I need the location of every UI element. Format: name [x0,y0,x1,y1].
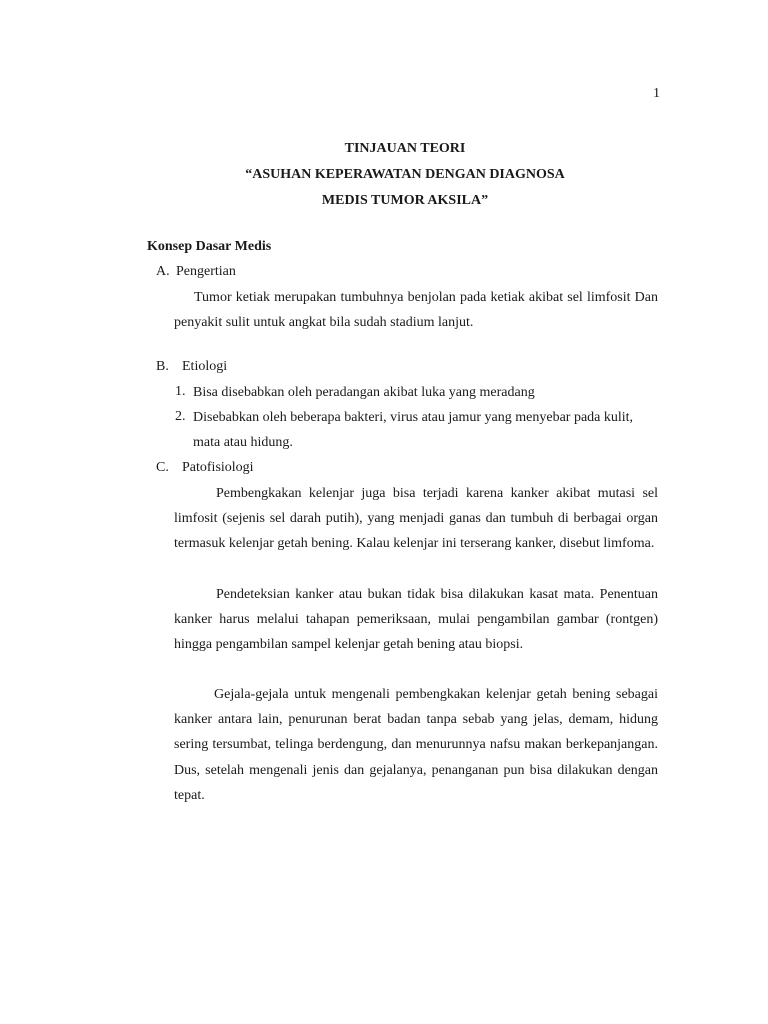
page-number: 1 [653,86,660,101]
subsection-a-heading: Pengertian [176,264,236,279]
subsection-b-heading: Etiologi [182,359,228,374]
section-heading: Konsep Dasar Medis [147,239,272,254]
etiologi-item-2-text: Disebabkan oleh beberapa bakteri, virus atau jamur yang menyebar pada kulit, mata atau hidung. [193,410,634,451]
subsection-c-heading: Patofisiologi [182,460,254,475]
patofisiologi-paragraph-2: Pendeteksian kanker atau bukan tidak bisa dilakukan kasat mata. Penentuan kanker harus melalui tahapan pemeriksaan, mulai pengambilan gambar (rontgen) hingga pengambilan sampel kelenjar getah bening atau biopsi. [174,587,658,653]
document-title [140,136,670,214]
etiologi-item-1-text: Bisa disebabkan oleh peradangan akibat luka yang meradang [193,385,535,400]
subsection-c-marker: C. [156,460,169,475]
patofisiologi-paragraph-3: Gejala-gejala untuk mengenali pembengkakan kelenjar getah bening sebagai kanker antara lain, penurunan berat badan tanpa sebab yang jelas, demam, hidung sering tersumbat, telinga berdengung, dan menurunnya nafsu makan berkepanjangan. Dus, setelah mengenali jenis dan gejalanya, penanganan pun bisa dilakukan dengan tepat. [174,687,658,803]
title-line-1: TINJAUAN TEORI [344,141,466,156]
title-line-2: “ASUHAN KEPERAWATAN DENGAN DIAGNOSA [245,167,565,182]
pengertian-paragraph: Tumor ketiak merupakan tumbuhnya benjolan pada ketiak akibat sel limfosit Dan penyakit sulit untuk angkat bila sudah stadium lanjut. [174,290,658,331]
etiologi-item-1-number: 1. [175,384,186,399]
patofisiologi-paragraph-1: Pembengkakan kelenjar juga bisa terjadi karena kanker akibat mutasi sel limfosit (sejenis sel darah putih), yang menjadi ganas dan tumbuh di berbagai organ termasuk kelenjar getah bening. Kalau kelenjar ini terserang kanker, disebut limfoma. [174,486,658,552]
subsection-a-marker: A. [156,264,170,279]
title-line-3: MEDIS TUMOR AKSILA” [321,193,489,208]
etiologi-item-2-number: 2. [175,409,186,424]
subsection-b-marker: B. [156,359,169,374]
